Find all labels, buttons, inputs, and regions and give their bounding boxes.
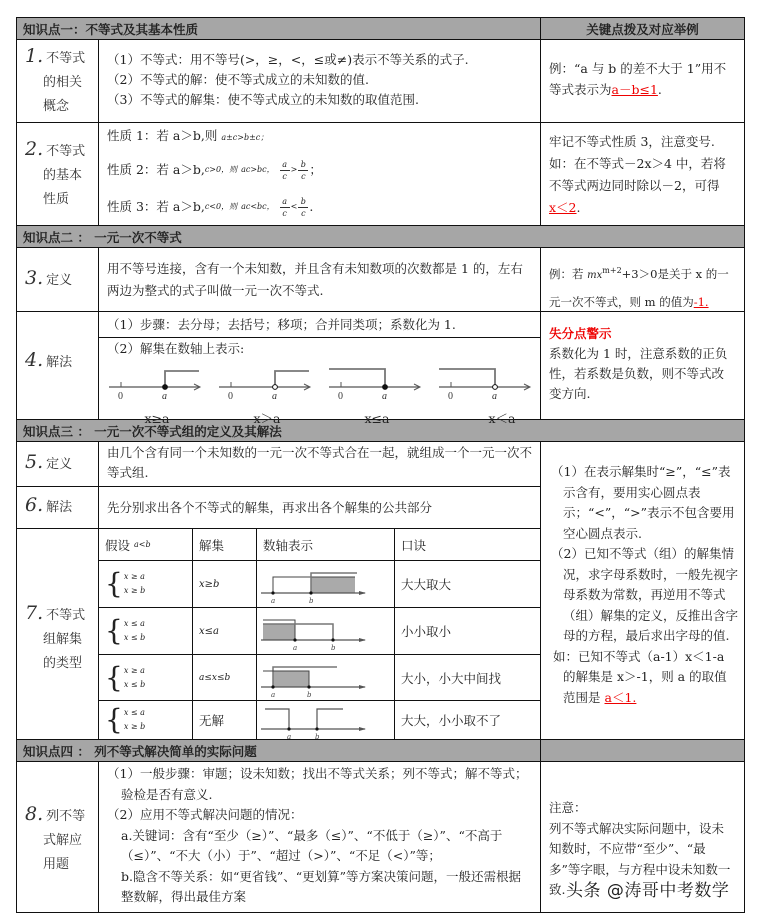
item-4-tip bbox=[541, 312, 744, 419]
section-title-4 bbox=[17, 740, 541, 761]
number-line bbox=[217, 361, 317, 426]
item-number: 5. bbox=[25, 451, 44, 473]
property-math: ac>bc， bbox=[241, 165, 275, 174]
item-3-label bbox=[17, 248, 99, 311]
zero-label: 0 bbox=[228, 391, 233, 402]
label-line: 不等式 bbox=[46, 144, 86, 159]
axis-cell bbox=[257, 561, 395, 608]
content-line: （1）不等式：用不等号(>，≥，<，≤或≠)表示不等关系的式子. bbox=[107, 52, 469, 67]
label-text: 定义 bbox=[46, 457, 73, 472]
label-b: b bbox=[315, 733, 320, 741]
point-a bbox=[271, 591, 274, 594]
solution-set-cell: x≥b bbox=[193, 561, 257, 608]
number-line bbox=[437, 361, 537, 426]
item-number: 6. bbox=[25, 494, 44, 516]
right-column-title: 关键点拨及对应举例 bbox=[586, 21, 699, 37]
property-text: 性质 1：若 a＞b,则 bbox=[107, 128, 218, 143]
item-number: 3. bbox=[25, 267, 44, 289]
item-2-label bbox=[17, 123, 99, 225]
system-cell: { x ≥ a x ≥ b bbox=[99, 561, 193, 608]
step-1: （1）步骤：去分母；去括号；移项；合并同类项；系数化为 1. bbox=[99, 312, 540, 338]
tip-line: （1）在表示解集时“≥”，“≤”表示含有，要用实心圆点表示；“<”，“>”表示不包含要用空心圆点表示. bbox=[551, 464, 735, 541]
property-cond: c<0，则 bbox=[204, 202, 238, 211]
frac-op: > bbox=[290, 165, 298, 174]
system-cell: { x ≤ a x ≤ b bbox=[99, 608, 193, 655]
label-line: 不等式 bbox=[46, 51, 86, 66]
punct: . bbox=[309, 199, 314, 214]
solution-ray bbox=[439, 369, 495, 387]
label-line: 列不等 bbox=[46, 809, 86, 824]
number-line-graphic bbox=[217, 361, 317, 405]
label-line: 不等式 bbox=[46, 608, 86, 623]
tip-line: 不等式两边同时除以－2，可得 bbox=[549, 178, 720, 193]
label-a: a bbox=[293, 644, 298, 652]
item-7-label bbox=[17, 529, 99, 739]
item-2-content bbox=[99, 123, 541, 225]
number-line-caption: x≥a bbox=[144, 411, 170, 426]
label-line: 组解集 bbox=[43, 632, 83, 647]
property-text: 性质 3：若 a＞b, bbox=[107, 199, 205, 214]
ray-b bbox=[317, 709, 343, 729]
section-colon: ： bbox=[77, 743, 90, 759]
tip-suffix: . bbox=[657, 82, 662, 97]
property-cond: c>0，则 bbox=[204, 165, 238, 174]
label-line: 的相关 bbox=[43, 75, 83, 90]
tip-title: 失分点警示 bbox=[549, 326, 612, 341]
item-2-tip bbox=[541, 123, 744, 225]
axis-cell bbox=[257, 608, 395, 655]
label-text: 解法 bbox=[46, 500, 73, 515]
number-line-graphic bbox=[437, 361, 537, 405]
section-header-1 bbox=[17, 18, 744, 40]
label-b: b bbox=[307, 690, 312, 699]
section-prefix: 知识点四 bbox=[23, 743, 74, 759]
solution-set-cell: x≤a bbox=[193, 608, 257, 655]
closed-dot bbox=[383, 385, 388, 390]
header-assume: 假设 a<b bbox=[99, 529, 193, 561]
tip-line: （2）已知不等式（组）的解集情况，求字母系数时，一般先视字母系数为常数，再逆用不等式（组）解集的定义，反推出含字母的方程，最后求出字母的值. bbox=[551, 546, 739, 643]
tip-exponent: m+2 bbox=[602, 266, 622, 275]
step-2 bbox=[99, 338, 540, 426]
item-1-row bbox=[17, 40, 744, 123]
system-cell: { x ≤ a x ≥ b bbox=[99, 701, 193, 739]
rule-cell: 大小，小大中间找 bbox=[395, 655, 540, 701]
section-name: 一元一次不等式组的定义及其解法 bbox=[94, 423, 282, 439]
number-lines bbox=[107, 361, 532, 426]
label-b: b bbox=[331, 644, 336, 652]
number-line bbox=[327, 361, 427, 426]
number-line-graphic bbox=[327, 361, 427, 405]
solution-ray bbox=[165, 371, 199, 387]
arrow-head bbox=[359, 591, 366, 595]
arrow-head bbox=[359, 727, 366, 731]
number-line-graphic bbox=[107, 361, 207, 405]
number-line-caption: x≤a bbox=[364, 411, 390, 426]
item-6-row bbox=[17, 487, 540, 529]
section-prefix: 知识点二 bbox=[23, 229, 74, 245]
tip-math: mx bbox=[587, 269, 603, 281]
fraction: $\frac{b}{c}$ bbox=[298, 160, 308, 181]
point-label: a bbox=[382, 391, 387, 402]
punct: ； bbox=[309, 162, 322, 177]
item-3-tip bbox=[541, 248, 744, 311]
tip-suffix: . bbox=[576, 200, 581, 215]
ray-a bbox=[265, 709, 289, 729]
content-line: （1）一般步骤：审题；设未知数；找出不等式关系；列不等式；解不等式；验检是否有意义. bbox=[107, 766, 528, 802]
item-5-row bbox=[17, 442, 540, 487]
item-number: 8. bbox=[25, 803, 44, 825]
section-colon: ： bbox=[77, 423, 90, 439]
rule-cell: 大大取大 bbox=[395, 561, 540, 608]
solution-ray bbox=[329, 369, 385, 387]
item-number: 1. bbox=[25, 45, 44, 67]
point-label: a bbox=[492, 391, 497, 402]
label-a: a bbox=[271, 597, 276, 605]
item-6-content: 先分别求出各个不等式的解集，再求出各个解集的公共部分 bbox=[107, 499, 433, 515]
inequality-system-table bbox=[99, 529, 540, 739]
section-header-2 bbox=[17, 226, 744, 248]
item-8-content bbox=[99, 762, 541, 912]
axis-cell bbox=[257, 701, 395, 739]
item-8-label bbox=[17, 762, 99, 912]
zero-label: 0 bbox=[118, 391, 123, 402]
section-header-4 bbox=[17, 740, 744, 762]
knowledge-table bbox=[16, 17, 745, 913]
step-2-title: （2）解集在数轴上表示: bbox=[107, 341, 245, 356]
property-3 bbox=[107, 189, 532, 225]
label-line: 用题 bbox=[43, 857, 70, 872]
label-line: 式解应 bbox=[43, 833, 83, 848]
frac-op: < bbox=[290, 202, 298, 211]
zero-label: 0 bbox=[448, 391, 453, 402]
tip-line: 牢记不等式性质 3，注意变号. bbox=[549, 134, 715, 149]
system-cell: { x ≥ a x ≤ b bbox=[99, 655, 193, 701]
shaded-region bbox=[311, 577, 355, 593]
content-line: （2）不等式的解：使不等式成立的未知数的值. bbox=[107, 72, 369, 87]
number-line bbox=[107, 361, 207, 426]
point-b bbox=[315, 727, 318, 730]
label-line: 概念 bbox=[43, 99, 70, 114]
item-3-content: 用不等号连接，含有一个未知数，并且含有未知数项的次数都是 1 的，左右两边为整式的式子叫做一元一次不等式. bbox=[99, 248, 541, 311]
solution-set-cell: a≤x≤b bbox=[193, 655, 257, 701]
point-a bbox=[287, 727, 290, 730]
item-5-label bbox=[17, 442, 99, 486]
item-7-row bbox=[17, 529, 540, 739]
label-a: a bbox=[271, 690, 276, 699]
item-4-content bbox=[99, 312, 541, 426]
content-line: （2）应用不等式解决问题的情况： bbox=[107, 807, 303, 822]
header-rule: 口诀 bbox=[395, 529, 540, 561]
solution-set-cell: 无解 bbox=[193, 701, 257, 739]
section-title-2 bbox=[17, 226, 744, 247]
section-name: 列不等式解决简单的实际问题 bbox=[94, 743, 257, 759]
label-line: 的类型 bbox=[43, 656, 83, 671]
number-line-caption: x＞a bbox=[253, 411, 281, 426]
item-4-label bbox=[17, 312, 99, 419]
tip-text: 例：若 bbox=[549, 266, 584, 281]
item-number: 4. bbox=[25, 349, 44, 371]
point-label: a bbox=[162, 391, 167, 402]
tip-text: 列不等式解决实际问题中，设未知数时，不应带“至少”、“最多”等字眼，与方程中设未知数一致. bbox=[549, 820, 731, 897]
item-1-tip bbox=[541, 40, 744, 122]
property-text: 性质 2：若 a＞b, bbox=[107, 162, 205, 177]
number-line-caption: x＜a bbox=[488, 411, 516, 426]
tip-example: 如：已知不等式（a-1）x＜1-a 的解集是 x＞-1，则 a 的取值范围是 bbox=[553, 648, 727, 705]
tip-line: 如：在不等式－2x＞4 中，若将 bbox=[549, 156, 726, 171]
content-line: （3）不等式的解集：使不等式成立的未知数的取值范围. bbox=[107, 92, 419, 107]
point-b bbox=[309, 591, 312, 594]
fraction: $\frac{b}{c}$ bbox=[298, 197, 308, 218]
item-number: 2. bbox=[25, 138, 44, 160]
section-title-1: 知识点一：不等式及其基本性质 bbox=[17, 18, 541, 39]
point-b bbox=[331, 638, 334, 641]
section-colon: ： bbox=[77, 229, 90, 245]
property-math: a±c>b±c； bbox=[221, 133, 269, 142]
items-5-7-block bbox=[17, 442, 744, 740]
section-prefix: 知识点三 bbox=[23, 423, 74, 439]
header-set: 解集 bbox=[193, 529, 257, 561]
tip-text: 例：“a 与 b 的差不大于 1”用不等式表示为 bbox=[549, 61, 727, 97]
closed-dot bbox=[163, 385, 168, 390]
item-4-row bbox=[17, 312, 744, 426]
items-5-7-tip bbox=[541, 442, 744, 739]
property-math: ac<bc， bbox=[241, 202, 275, 211]
tip-answer: x＜2 bbox=[549, 200, 577, 215]
item-3-row bbox=[17, 248, 744, 312]
items-5-7-left bbox=[17, 442, 541, 739]
content-line: b.隐含不等关系：如“更省钱”、“更划算”等方案决策问题，一般还需根据整数解，得出最佳方案 bbox=[121, 868, 522, 904]
shaded-region bbox=[263, 624, 295, 640]
axis-graphic bbox=[259, 699, 389, 741]
header-axis: 数轴表示 bbox=[257, 529, 395, 561]
tip-answer: a＜1. bbox=[604, 689, 637, 705]
label-b: b bbox=[309, 597, 314, 605]
rule-cell: 小小取小 bbox=[395, 608, 540, 655]
axis-graphic bbox=[259, 563, 389, 605]
item-1-content bbox=[99, 40, 541, 122]
tip-answer: a－b≤1 bbox=[611, 82, 658, 97]
axis-cell bbox=[257, 655, 395, 701]
item-1-label bbox=[17, 40, 99, 122]
arrow-head bbox=[359, 685, 366, 689]
shaded-region bbox=[273, 671, 309, 687]
zero-label: 0 bbox=[338, 391, 343, 402]
axis-graphic bbox=[259, 610, 389, 652]
section-name: 一元一次不等式 bbox=[94, 229, 182, 245]
tip-text: 系数化为 1 时，注意系数的正负性，若系数是负数，则不等式改变方向. bbox=[549, 346, 728, 401]
open-dot bbox=[273, 385, 278, 390]
property-1 bbox=[107, 125, 532, 151]
tip-title: 注意： bbox=[549, 800, 587, 815]
item-number: 7. bbox=[25, 602, 44, 624]
point-a bbox=[293, 638, 296, 641]
open-dot bbox=[493, 385, 498, 390]
tip-answer: -1. bbox=[693, 294, 709, 309]
label-line: 性质 bbox=[43, 192, 70, 207]
item-2-row bbox=[17, 123, 744, 226]
property-2 bbox=[107, 151, 532, 189]
tip-text: +3＞0是关于 x 的一元一次不等式，则 m 的值为 bbox=[549, 266, 729, 309]
solution-ray bbox=[275, 371, 309, 387]
arrow-head bbox=[359, 638, 366, 642]
content-line: a.关键词：含有“至少（≥）”、“最多（≤）”、“不低于（≥）”、“不高于（≤）”、“不大（小）于”、“超过（>）”、“不足（<）”等； bbox=[121, 827, 503, 863]
point-label: a bbox=[272, 391, 277, 402]
label-text: 定义 bbox=[46, 273, 73, 288]
rule-cell: 大大，小小取不了 bbox=[401, 713, 502, 728]
label-line: 的基本 bbox=[43, 168, 83, 183]
item-6-label bbox=[17, 487, 99, 528]
item-5-content: 由几个含有同一个未知数的一元一次不等式合在一起，就组成一个一元一次不等式组. bbox=[107, 445, 533, 480]
label-text: 解法 bbox=[46, 355, 73, 370]
axis-graphic bbox=[259, 657, 389, 699]
watermark: 头条 @涛哥中考数学 bbox=[566, 881, 730, 901]
point-a bbox=[271, 685, 274, 688]
point-b bbox=[307, 685, 310, 688]
fraction: $\frac{a}{c}$ bbox=[280, 197, 290, 218]
label-a: a bbox=[287, 733, 292, 741]
fraction: $\frac{a}{c}$ bbox=[280, 160, 290, 181]
